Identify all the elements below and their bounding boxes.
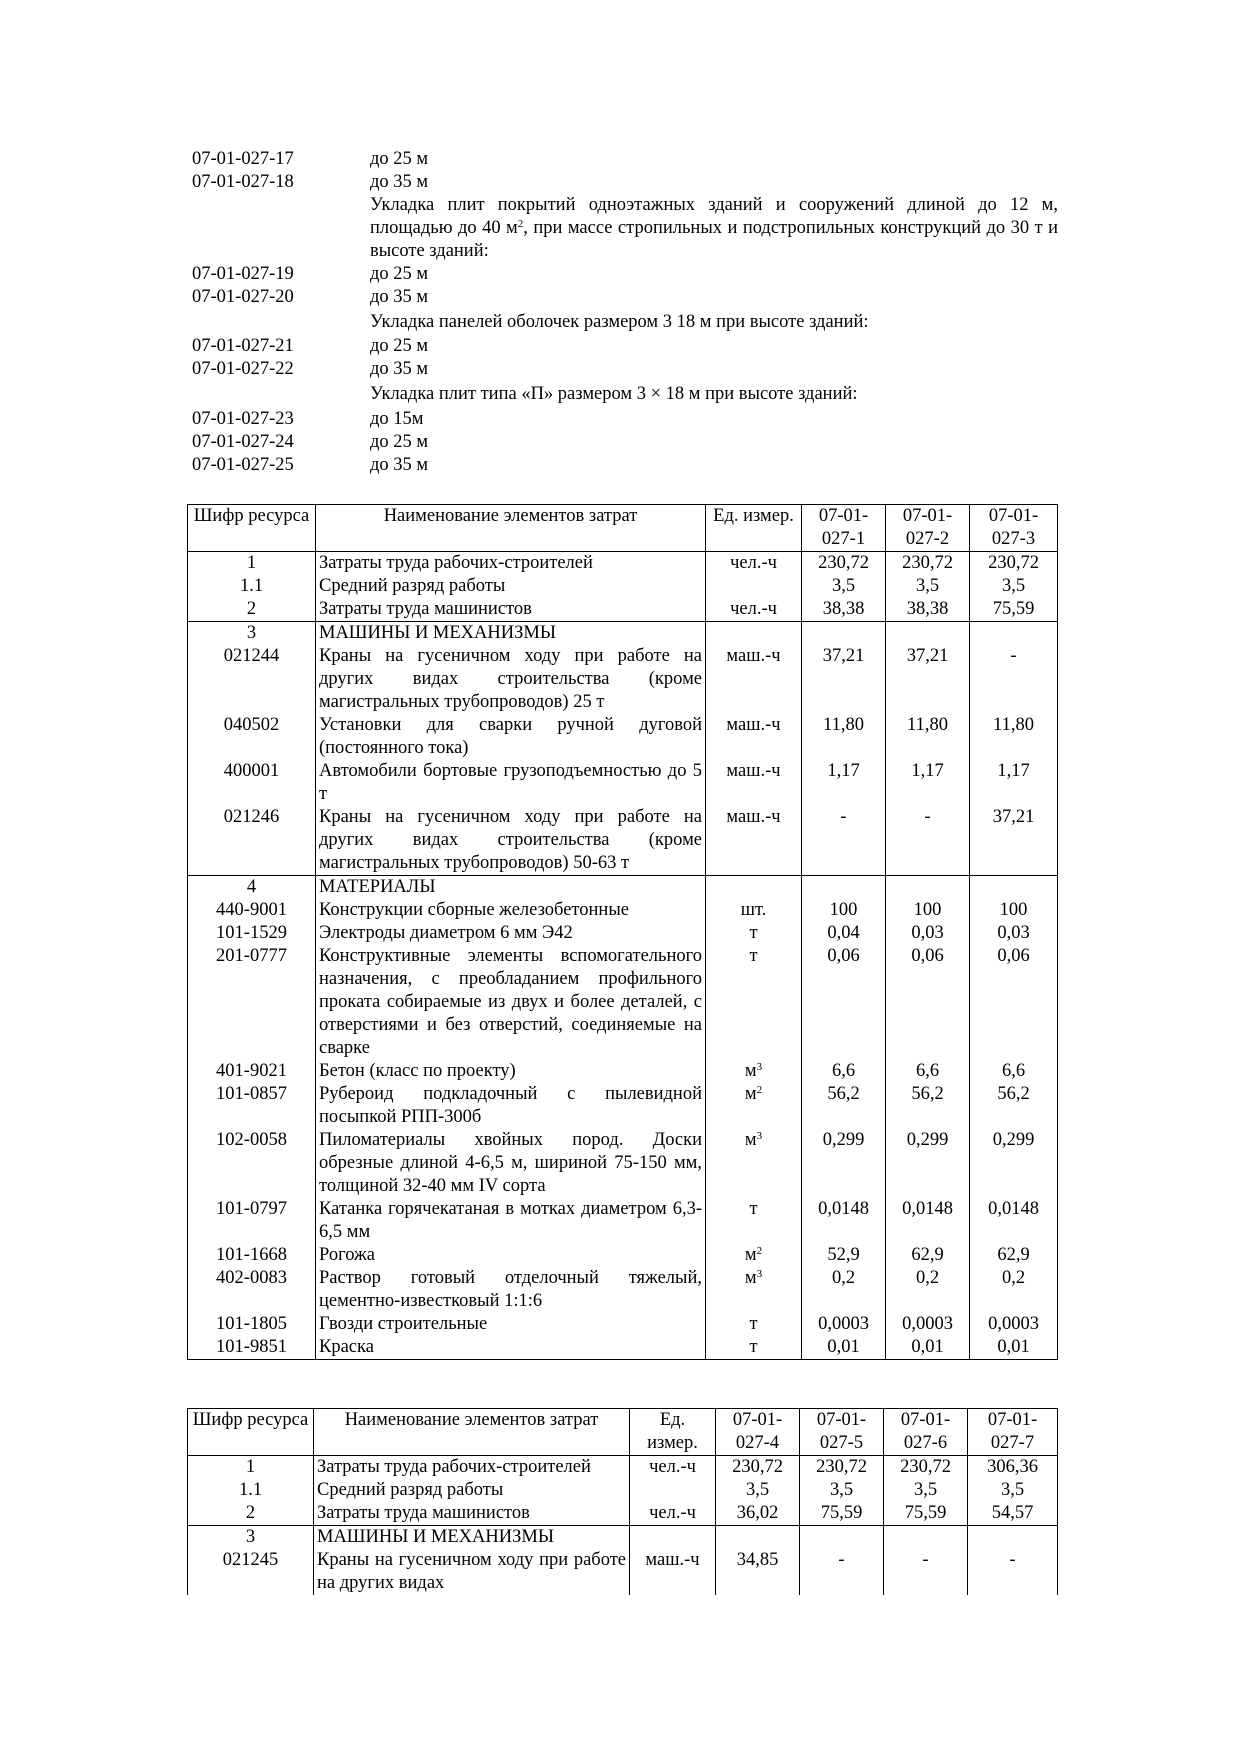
resource-value: 38,38 xyxy=(886,598,970,622)
resource-name: Краны на гусеничном ходу при работе на других видах xyxy=(314,1549,630,1595)
resource-name: Краны на гусеничном ходу при работе на других видах строительства (кроме магистральных трубопроводов) 50-63 т xyxy=(316,806,706,876)
resource-code: 021244 xyxy=(188,645,316,714)
resource-name: МАШИНЫ И МЕХАНИЗМЫ xyxy=(314,1526,630,1550)
resource-value: 54,57 xyxy=(968,1502,1058,1526)
header-unit: Ед. измер. xyxy=(706,505,802,552)
table-row xyxy=(188,1479,1058,1502)
header-col3: 07-01-027-3 xyxy=(970,505,1058,552)
resource-code: 101-1668 xyxy=(188,1244,316,1267)
header-col1: 07-01-027-4 xyxy=(716,1409,800,1456)
resource-name: Установки для сварки ручной дуговой (постоянного тока) xyxy=(316,714,706,760)
resource-value: 6,6 xyxy=(970,1060,1058,1083)
resource-value: 0,2 xyxy=(802,1267,886,1313)
resource-value: 306,36 xyxy=(968,1456,1058,1480)
item-code: 07-01-027-24 xyxy=(192,432,294,452)
resource-table-1 xyxy=(187,504,1058,1360)
resource-value: 37,21 xyxy=(886,645,970,714)
table-row xyxy=(188,1502,1058,1526)
resource-value xyxy=(886,622,970,646)
item-code: 07-01-027-20 xyxy=(192,287,294,307)
resource-value: 11,80 xyxy=(886,714,970,760)
resource-unit: чел.-ч xyxy=(630,1456,716,1480)
section-row xyxy=(188,1526,1058,1550)
resource-unit xyxy=(630,1479,716,1502)
resource-value: 38,38 xyxy=(802,598,886,622)
resource-value: 1,17 xyxy=(886,760,970,806)
header-col3: 07-01-027-6 xyxy=(884,1409,968,1456)
resource-value: 62,9 xyxy=(886,1244,970,1267)
heading-text: Укладка панелей оболочек размером 3 18 м при высоте зданий: xyxy=(370,312,869,332)
heading-text: Укладка плит типа «П» размером 3 × 18 м при высоте зданий: xyxy=(370,384,858,404)
table-row xyxy=(188,760,1058,806)
resource-unit xyxy=(706,876,802,900)
item-code: 07-01-027-18 xyxy=(192,172,294,192)
table-row xyxy=(188,922,1058,945)
table-row xyxy=(188,645,1058,714)
resource-code: 4 xyxy=(188,876,316,900)
resource-name: Затраты труда рабочих-строителей xyxy=(316,552,706,576)
resource-value xyxy=(886,876,970,900)
resource-code: 102-0058 xyxy=(188,1129,316,1198)
resource-value: 36,02 xyxy=(716,1502,800,1526)
resource-value: 3,5 xyxy=(886,575,970,598)
resource-code: 1.1 xyxy=(188,575,316,598)
resource-value: 100 xyxy=(970,899,1058,922)
table-row xyxy=(188,1060,1058,1083)
header-col2: 07-01-027-2 xyxy=(886,505,970,552)
table-row xyxy=(188,1313,1058,1336)
resource-value: 37,21 xyxy=(802,645,886,714)
item-code: 07-01-027-17 xyxy=(192,149,294,169)
resource-unit: маш.-ч xyxy=(706,645,802,714)
resource-code: 101-0857 xyxy=(188,1083,316,1129)
resource-unit: маш.-ч xyxy=(706,760,802,806)
resource-value: 0,03 xyxy=(970,922,1058,945)
resource-value: 3,5 xyxy=(802,575,886,598)
resource-name: Бетон (класс по проекту) xyxy=(316,1060,706,1083)
item-code: 07-01-027-19 xyxy=(192,264,294,284)
resource-value: 62,9 xyxy=(970,1244,1058,1267)
section-row xyxy=(188,876,1058,900)
table-row xyxy=(188,1336,1058,1360)
resource-name: Затраты труда машинистов xyxy=(314,1502,630,1526)
resource-value xyxy=(802,622,886,646)
resource-code: 1.1 xyxy=(188,1479,314,1502)
item-text: до 25 м xyxy=(370,149,429,169)
resource-value: 0,06 xyxy=(970,945,1058,1060)
resource-unit: т xyxy=(706,1313,802,1336)
section-row xyxy=(188,622,1058,646)
item-code: 07-01-027-25 xyxy=(192,455,294,475)
resource-unit: $м^2$ xyxy=(706,1083,802,1129)
resource-value: 0,2 xyxy=(970,1267,1058,1313)
item-text: до 25 м xyxy=(370,336,429,356)
table-row xyxy=(188,1549,1058,1595)
resource-unit: $м^3$ xyxy=(706,1267,802,1313)
heading-text: Укладка плит покрытий одноэтажных зданий и сооружений длиной до 12 м, площадью до 40 $м^2$, при массе стропильных и подстропильных конструкций до 30 т и высоте зданий: xyxy=(370,195,1058,261)
resource-value: 230,72 xyxy=(886,552,970,576)
table-body xyxy=(188,552,1058,1360)
resource-unit xyxy=(630,1526,716,1550)
resource-value xyxy=(800,1526,884,1550)
resource-value: 0,06 xyxy=(886,945,970,1060)
resource-value: - xyxy=(884,1549,968,1595)
resource-value: 0,01 xyxy=(886,1336,970,1360)
resource-value xyxy=(716,1526,800,1550)
resource-name: Катанка горячекатаная в мотках диаметром 6,3-6,5 мм xyxy=(316,1198,706,1244)
resource-code: 1 xyxy=(188,552,316,576)
table-body xyxy=(188,1456,1058,1596)
item-text: до 15м xyxy=(370,409,424,429)
table-row xyxy=(188,598,1058,622)
resource-value: 0,03 xyxy=(886,922,970,945)
resource-value: 0,0003 xyxy=(802,1313,886,1336)
resource-name: Краска xyxy=(316,1336,706,1360)
resource-name: Раствор готовый отделочный тяжелый, цементно-известковый 1:1:6 xyxy=(316,1267,706,1313)
table-row xyxy=(188,1244,1058,1267)
resource-unit: т xyxy=(706,922,802,945)
item-text: до 35 м xyxy=(370,287,429,307)
resource-code: 101-9851 xyxy=(188,1336,316,1360)
resource-code: 2 xyxy=(188,1502,314,1526)
header-col4: 07-01-027-7 xyxy=(968,1409,1058,1456)
resource-value: 100 xyxy=(886,899,970,922)
resource-name: Средний разряд работы xyxy=(314,1479,630,1502)
resource-value: 11,80 xyxy=(970,714,1058,760)
resource-name: Средний разряд работы xyxy=(316,575,706,598)
item-text: до 35 м xyxy=(370,172,429,192)
header-col1: 07-01-027-1 xyxy=(802,505,886,552)
header-code: Шифр ресурса xyxy=(188,505,316,552)
resource-value: 0,01 xyxy=(970,1336,1058,1360)
resource-code: 101-1529 xyxy=(188,922,316,945)
resource-code: 040502 xyxy=(188,714,316,760)
resource-value: 56,2 xyxy=(886,1083,970,1129)
resource-value: 3,5 xyxy=(970,575,1058,598)
resource-code: 101-1805 xyxy=(188,1313,316,1336)
resource-unit: $м^3$ xyxy=(706,1129,802,1198)
resource-code: 400001 xyxy=(188,760,316,806)
resource-value: 230,72 xyxy=(800,1456,884,1480)
resource-value: 0,04 xyxy=(802,922,886,945)
resource-code: 201-0777 xyxy=(188,945,316,1060)
resource-unit xyxy=(706,622,802,646)
table-row xyxy=(188,1456,1058,1480)
resource-value: - xyxy=(800,1549,884,1595)
resource-value: 3,5 xyxy=(800,1479,884,1502)
resource-name: Электроды диаметром 6 мм Э42 xyxy=(316,922,706,945)
table-row xyxy=(188,899,1058,922)
table-row xyxy=(188,714,1058,760)
resource-value: 230,72 xyxy=(716,1456,800,1480)
resource-unit: чел.-ч xyxy=(630,1502,716,1526)
resource-unit: $м^3$ xyxy=(706,1060,802,1083)
resource-value: 11,80 xyxy=(802,714,886,760)
resource-value: 0,299 xyxy=(886,1129,970,1198)
resource-name: Рубероид подкладочный с пылевидной посыпкой РПП-300б xyxy=(316,1083,706,1129)
resource-value: 0,01 xyxy=(802,1336,886,1360)
item-code: 07-01-027-22 xyxy=(192,359,294,379)
resource-unit: т xyxy=(706,945,802,1060)
resource-value: 230,72 xyxy=(884,1456,968,1480)
resource-unit: маш.-ч xyxy=(630,1549,716,1595)
resource-unit: чел.-ч xyxy=(706,598,802,622)
resource-name: Пиломатериалы хвойных пород. Доски обрезные длиной 4-6,5 м, шириной 75-150 мм, толщиной 32-40 мм IV сорта xyxy=(316,1129,706,1198)
table-row xyxy=(188,945,1058,1060)
header-name: Наименование элементов затрат xyxy=(316,505,706,552)
resource-name: Гвозди строительные xyxy=(316,1313,706,1336)
resource-name: Конструктивные элементы вспомогательного назначения, с преобладанием профильного проката собираемые из двух и более деталей, с отверстиями и без отверстий, соединяемые на сварке xyxy=(316,945,706,1060)
resource-value: 37,21 xyxy=(970,806,1058,876)
table-row xyxy=(188,552,1058,576)
resource-value: - xyxy=(968,1549,1058,1595)
resource-value xyxy=(968,1526,1058,1550)
table-header xyxy=(188,505,1058,552)
resource-value: 34,85 xyxy=(716,1549,800,1595)
resource-value: 0,06 xyxy=(802,945,886,1060)
resource-name: МАШИНЫ И МЕХАНИЗМЫ xyxy=(316,622,706,646)
resource-value: 0,299 xyxy=(970,1129,1058,1198)
resource-unit: т xyxy=(706,1198,802,1244)
resource-code: 402-0083 xyxy=(188,1267,316,1313)
table-row xyxy=(188,1129,1058,1198)
resource-value: 3,5 xyxy=(968,1479,1058,1502)
resource-code: 2 xyxy=(188,598,316,622)
resource-name: Автомобили бортовые грузоподъемностью до 5 т xyxy=(316,760,706,806)
item-code: 07-01-027-23 xyxy=(192,409,294,429)
resource-value: 0,0148 xyxy=(886,1198,970,1244)
header-unit: Ед. измер. xyxy=(630,1409,716,1456)
resource-value: - xyxy=(886,806,970,876)
resource-code: 3 xyxy=(188,622,316,646)
resource-unit: шт. xyxy=(706,899,802,922)
resource-code: 021246 xyxy=(188,806,316,876)
header-name: Наименование элементов затрат xyxy=(314,1409,630,1456)
resource-code: 401-9021 xyxy=(188,1060,316,1083)
resource-unit: чел.-ч xyxy=(706,552,802,576)
item-text: до 25 м xyxy=(370,264,429,284)
resource-name: Краны на гусеничном ходу при работе на других видах строительства (кроме магистральных трубопроводов) 25 т xyxy=(316,645,706,714)
resource-code: 101-0797 xyxy=(188,1198,316,1244)
resource-value: 75,59 xyxy=(800,1502,884,1526)
item-text: до 35 м xyxy=(370,359,429,379)
table-row xyxy=(188,1198,1058,1244)
table-row xyxy=(188,1083,1058,1129)
resource-name: Конструкции сборные железобетонные xyxy=(316,899,706,922)
resource-value: 0,0003 xyxy=(886,1313,970,1336)
resource-value: - xyxy=(970,645,1058,714)
resource-unit: маш.-ч xyxy=(706,714,802,760)
resource-name: Затраты труда машинистов xyxy=(316,598,706,622)
resource-value: 6,6 xyxy=(802,1060,886,1083)
resource-value xyxy=(802,876,886,900)
resource-name: Рогожа xyxy=(316,1244,706,1267)
resource-value: 56,2 xyxy=(802,1083,886,1129)
header-col2: 07-01-027-5 xyxy=(800,1409,884,1456)
resource-table-2 xyxy=(187,1408,1058,1595)
resource-code: 021245 xyxy=(188,1549,314,1595)
resource-value: 6,6 xyxy=(886,1060,970,1083)
item-code: 07-01-027-21 xyxy=(192,336,294,356)
resource-value: - xyxy=(802,806,886,876)
resource-code: 440-9001 xyxy=(188,899,316,922)
resource-value: 1,17 xyxy=(802,760,886,806)
resource-unit xyxy=(706,575,802,598)
resource-unit: маш.-ч xyxy=(706,806,802,876)
resource-value xyxy=(884,1526,968,1550)
resource-value: 1,17 xyxy=(970,760,1058,806)
resource-value: 3,5 xyxy=(716,1479,800,1502)
resource-unit: $м^2$ xyxy=(706,1244,802,1267)
resource-unit: т xyxy=(706,1336,802,1360)
table-header xyxy=(188,1409,1058,1456)
resource-value: 0,0003 xyxy=(970,1313,1058,1336)
table-row xyxy=(188,575,1058,598)
resource-value xyxy=(970,622,1058,646)
resource-value xyxy=(970,876,1058,900)
resource-value: 52,9 xyxy=(802,1244,886,1267)
resource-value: 0,0148 xyxy=(802,1198,886,1244)
resource-name: МАТЕРИАЛЫ xyxy=(316,876,706,900)
table-row xyxy=(188,806,1058,876)
resource-value: 100 xyxy=(802,899,886,922)
item-text: до 35 м xyxy=(370,455,429,475)
resource-value: 0,2 xyxy=(886,1267,970,1313)
resource-value: 0,0148 xyxy=(970,1198,1058,1244)
resource-code: 3 xyxy=(188,1526,314,1550)
resource-value: 56,2 xyxy=(970,1083,1058,1129)
resource-value: 3,5 xyxy=(884,1479,968,1502)
resource-value: 75,59 xyxy=(970,598,1058,622)
resource-value: 230,72 xyxy=(970,552,1058,576)
resource-code: 1 xyxy=(188,1456,314,1480)
item-text: до 25 м xyxy=(370,432,429,452)
resource-value: 230,72 xyxy=(802,552,886,576)
header-code: Шифр ресурса xyxy=(188,1409,314,1456)
table-row xyxy=(188,1267,1058,1313)
resource-name: Затраты труда рабочих-строителей xyxy=(314,1456,630,1480)
resource-value: 0,299 xyxy=(802,1129,886,1198)
resource-value: 75,59 xyxy=(884,1502,968,1526)
